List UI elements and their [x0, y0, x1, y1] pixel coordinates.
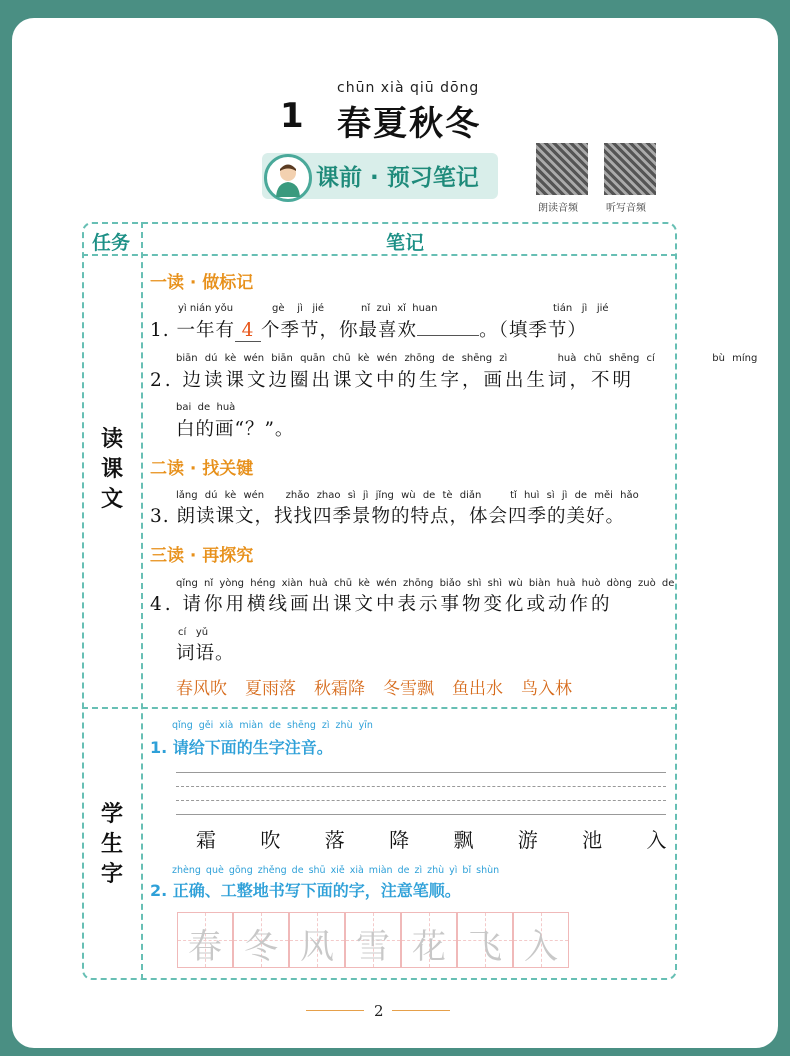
trace-char: 飞: [468, 927, 502, 967]
row-label-new-chars: 学 生 字: [100, 802, 123, 887]
page-number: 2: [374, 1002, 384, 1020]
pinyin-q1-d: tián jì jié: [553, 303, 609, 314]
answer-word: 夏雨落: [245, 679, 296, 699]
banner-label: 课前 · 预习笔记: [316, 165, 479, 191]
question-2-line-2: 白的画“？”。: [176, 419, 295, 440]
qr-dictation-audio-icon[interactable]: [604, 143, 656, 195]
question-3: 3. 朗读课文，找找四季景物的特点，体会四季的美好。: [150, 506, 626, 527]
answer-word: 秋霜降: [314, 679, 365, 699]
answer-word: 春风吹: [176, 679, 227, 699]
question-2-line-1: 2. 边读课文边圈出课文中的生字，画出生词，不明: [150, 370, 635, 391]
trace-char: 风: [300, 927, 334, 967]
writing-line-mid: [176, 786, 666, 787]
question-4-line-1: 4. 请你用横线画出课文中表示事物变化或动作的: [150, 594, 613, 615]
answer-word: 鸟入林: [521, 679, 572, 699]
title-pinyin: chūn xià qiū dōng: [337, 80, 480, 96]
trace-char: 冬: [244, 927, 278, 967]
lesson-number: 1: [280, 96, 304, 136]
pinyin-q2: biān dú kè wén biān quān chū kè wén zhōng de shēng zì huà chū shēng cí bù míng: [176, 353, 758, 364]
trace-char: 花: [412, 927, 446, 967]
table-column-divider: [141, 222, 143, 980]
trace-char: 入: [524, 927, 558, 967]
pinyin-q2-line2: bai de huà: [176, 402, 236, 413]
qr-label-reading: 朗读音频: [538, 203, 578, 214]
header-task: 任务: [92, 232, 131, 254]
answer-words: [176, 674, 572, 699]
fill-blank-season[interactable]: [417, 319, 479, 336]
task-1-characters: 霜 吹 落 降 飘 游 池 入: [196, 828, 667, 852]
writing-line-mid: [176, 800, 666, 801]
trace-char: 春: [188, 927, 222, 967]
pinyin-q1-c: nǐ zuì xǐ huan: [361, 303, 438, 314]
pinyin-task-2: zhèng què gōng zhěng de shū xiě xià miàn de zì zhù yì bǐ shùn: [172, 865, 500, 876]
table-header-divider: [82, 254, 677, 256]
question-4-line-2: 词语。: [176, 643, 235, 664]
pinyin-q4-line2: cí yǔ: [178, 627, 209, 638]
answer-season-count: 4: [235, 320, 261, 342]
pinyin-task-1: qǐng gěi xià miàn de shēng zì zhù yīn: [172, 720, 373, 731]
pinyin-q3: lǎng dú kè wén zhǎo zhao sì jì jǐng wù de tè diǎn tǐ huì sì jì de měi hǎo: [176, 490, 639, 501]
footer-divider-left: [306, 1010, 364, 1011]
lesson-title: 春夏秋冬: [337, 104, 481, 144]
section-third-read: 三读 · 再探究: [150, 546, 254, 566]
pinyin-q1-b: gè jì jié: [272, 303, 325, 314]
question-1: 1. 一年有 4 个季节，你最喜欢 。（填季节）: [150, 320, 587, 341]
trace-char: 雪: [356, 927, 390, 967]
row-label-read-text: 读 课 文: [100, 427, 123, 512]
qr-reading-audio-icon[interactable]: [536, 143, 588, 195]
pinyin-q4: qǐng nǐ yòng héng xiàn huà chū kè wén zhōng biǎo shì shì wù biàn huà huò dòng zuò de: [176, 578, 675, 589]
task-1-title: 1. 请给下面的生字注音。: [150, 738, 333, 757]
teacher-avatar-icon: [264, 154, 312, 202]
pinyin-q1-a: yì nián yǒu: [178, 303, 234, 314]
section-first-read: 一读 · 做标记: [150, 273, 254, 293]
writing-line[interactable]: [176, 814, 666, 815]
section-second-read: 二读 · 找关键: [150, 459, 254, 479]
answer-word: 冬雪飘: [383, 679, 434, 699]
task-2-title: 2. 正确、工整地书写下面的字，注意笔顺。: [150, 881, 461, 900]
table-row-divider: [82, 707, 677, 709]
footer-divider-right: [392, 1010, 450, 1011]
answer-word: 鱼出水: [452, 679, 503, 699]
header-notes: 笔记: [386, 232, 425, 254]
writing-line[interactable]: [176, 772, 666, 773]
qr-label-dictation: 听写音频: [606, 203, 646, 214]
